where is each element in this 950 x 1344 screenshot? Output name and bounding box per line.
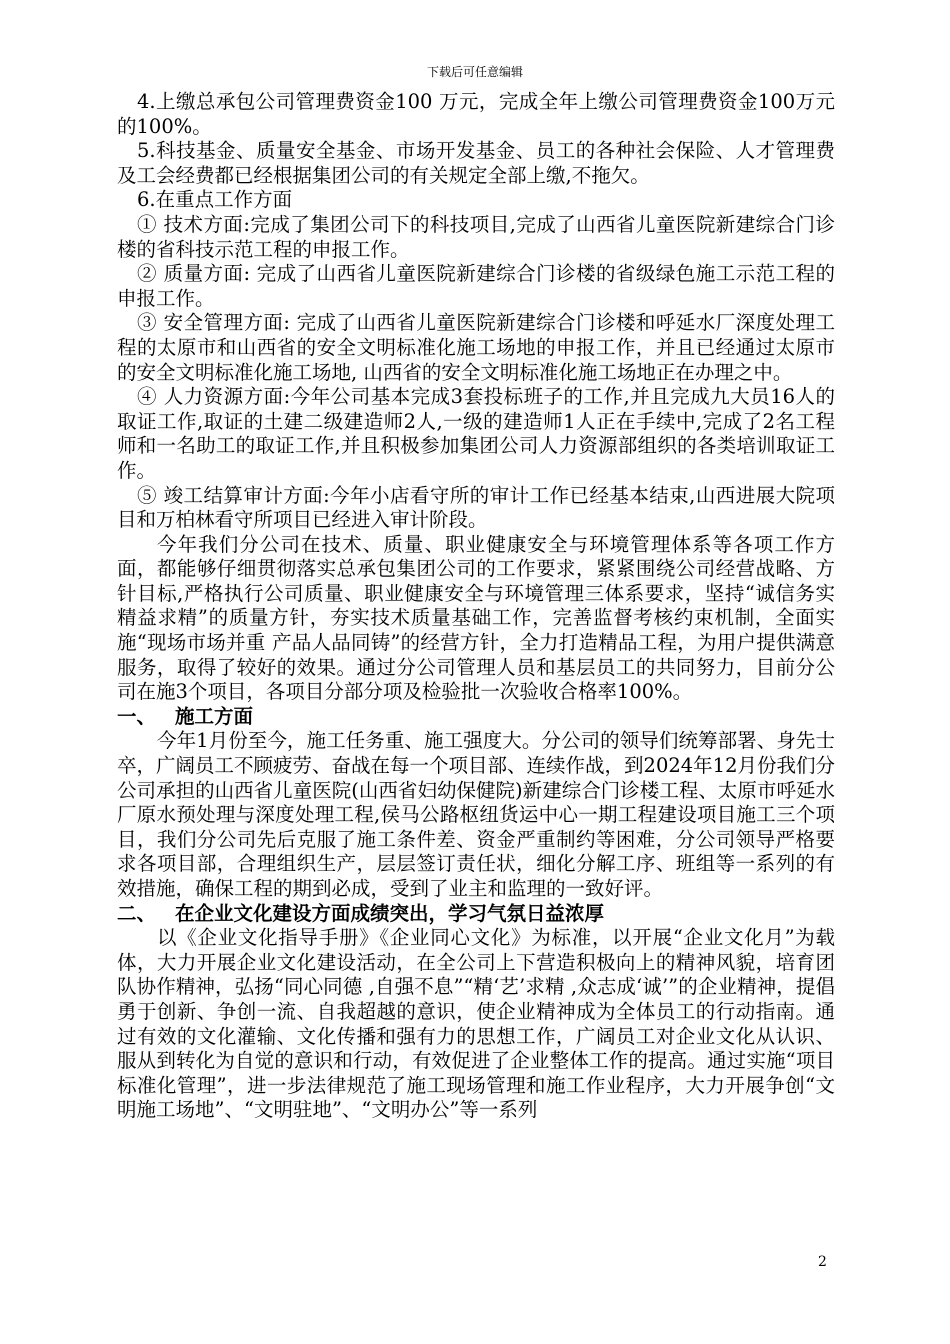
- section-number: 二、: [117, 901, 157, 925]
- page-number: 2: [818, 1254, 827, 1270]
- paragraph-summary: 今年我们分公司在技术、质量、职业健康安全与环境管理体系等各项工作方面，都能够仔细贯彻落实总承包集团公司的工作要求，紧紧围绕公司经营战略、方针目标,严格执行公司质量、职业健康安全与环境管理三体系要求，坚持“诚信务实 精益求精”的质量方针，夯实技术质量基础工作，完善监督考核约束机制，全面实施“现场市场并重 产品人品同铸”的经营方针，全力打造精品工程，为用户提供满意服务，取得了较好的效果。通过分公司管理人员和基层员工的共同努力，目前分公司在施3个项目，各项目分部分项及检验批一次验收合格率100%。: [117, 532, 835, 704]
- paragraph-culture: 以《企业文化指导手册》《企业同心文化》为标准，以开展“企业文化月”为载体，大力开展企业文化建设活动，在全公司上下营造积极向上的精神风貌，培育团队协作精神，弘扬“同心同德 ,自强不息”“精‘艺’求精 ,众志成‘诚’”的企业精神，提倡勇于创新、争创一流、自我超越的意识，使企业精神成为全体员工的行动指南。通过有效的文化灌输、文化传播和强有力的思想工作，广阔员工对企业文化从认识、服从到转化为自觉的意识和行动，有效促进了企业整体工作的提高。通过实施“项目标准化管理”，进一步法律规范了施工现场管理和施工作业程序，大力开展争创“文明施工场地”、“文明驻地”、“文明办公”等一系列: [117, 926, 835, 1122]
- section-title: 施工方面: [175, 704, 254, 728]
- paragraph-management-fee: 4.上缴总承包公司管理费资金100 万元，完成全年上缴公司管理费资金100万元的100%。: [117, 90, 835, 138]
- paragraph-human-resources: ④ 人力资源方面:今年公司基本完成3套投标班子的工作,并且完成九大员16人的取证工作,取证的土建二级建造师2人,一级的建造师1人正在手续中,完成了2名工程师和一名助工的取证工作,并且积极参加集团公司人力资源部组织的各类培训取证工作。: [117, 385, 835, 482]
- section-heading-construction: [117, 705, 835, 730]
- document-body: [117, 90, 835, 1123]
- paragraph-construction: 今年1月份至今，施工任务重、施工强度大。分公司的领导们统筹部署、身先士卒，广阔员工不顾疲劳、奋战在每一个项目部、连续作战，到2024年12月份我们分公司承担的山西省儿童医院(山西省妇幼保健院)新建综合门诊楼工程、太原市呼延水厂原水预处理与深度处理工程,侯马公路枢纽货运中心一期工程建设项目施工三个项目，我们分公司先后克服了施工条件差、资金严重制约等困难，分公司领导严格要求各项目部，合理组织生产，层层签订责任状，细化分解工序、班组等一系列的有效措施，确保工程的期到必成，受到了业主和监理的一致好评。: [117, 729, 835, 900]
- paragraph-safety: ③ 安全管理方面: 完成了山西省儿童医院新建综合门诊楼和呼延水厂深度处理工程的太原市和山西省的安全文明标准化施工场地的申报工作，并且已经通过太原市的安全文明标准化施工场地, 山西省的安全文明标准化施工场地正在办理之中。: [117, 311, 835, 384]
- paragraph-key-work: 6.在重点工作方面: [137, 188, 293, 212]
- section-heading-culture: [117, 902, 835, 927]
- paragraph-quality: ② 质量方面: 完成了山西省儿童医院新建综合门诊楼的省级绿色施工示范工程的申报工作。: [117, 262, 835, 310]
- section-number: 一、: [117, 704, 157, 728]
- paragraph-funds: 5.科技基金、质量安全基金、市场开发基金、员工的各种社会保险、人才管理费及工会经费都已经根据集团公司的有关规定全部上缴,不拖欠。: [117, 139, 835, 187]
- paragraph-technology: ① 技术方面:完成了集团公司下的科技项目,完成了山西省儿童医院新建综合门诊楼的省科技示范工程的申报工作。: [117, 212, 835, 261]
- page-header: 下载后可任意编辑: [426, 65, 523, 79]
- section-title: 在企业文化建设方面成绩突出，学习气氛日益浓厚: [175, 901, 605, 925]
- paragraph-audit: ⑤ 竣工结算审计方面:今年小店看守所的审计工作已经基本结束,山西进展大院项目和万柏林看守所项目已经进入审计阶段。: [117, 483, 835, 532]
